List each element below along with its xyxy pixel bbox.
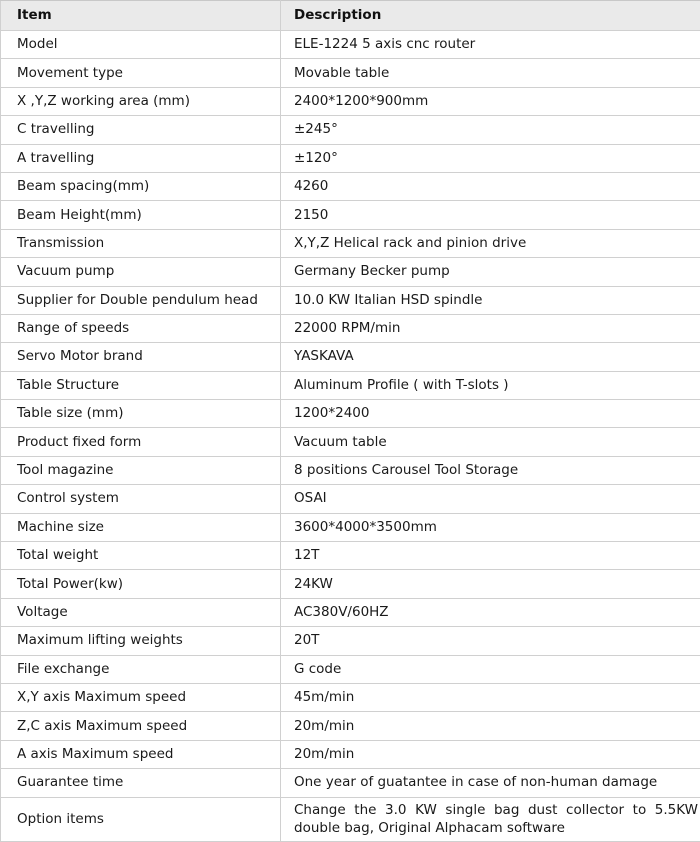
item-cell: Table size (mm) — [1, 400, 281, 428]
item-cell: Option items — [1, 797, 281, 841]
item-cell: Table Structure — [1, 371, 281, 399]
table-row — [1, 116, 700, 144]
description-cell: 2150 — [281, 201, 700, 229]
table-row — [1, 31, 700, 59]
item-cell: A axis Maximum speed — [1, 740, 281, 768]
item-cell: Beam spacing(mm) — [1, 172, 281, 200]
item-cell: Tool magazine — [1, 456, 281, 484]
item-cell: Total Power(kw) — [1, 570, 281, 598]
header-row — [1, 1, 700, 31]
table-row — [1, 144, 700, 172]
description-cell: 12T — [281, 542, 700, 570]
item-cell: Voltage — [1, 598, 281, 626]
item-cell: Z,C axis Maximum speed — [1, 712, 281, 740]
item-cell: Model — [1, 31, 281, 59]
table-row — [1, 258, 700, 286]
table-row — [1, 314, 700, 342]
description-cell: 3600*4000*3500mm — [281, 513, 700, 541]
table-row — [1, 229, 700, 257]
table-row — [1, 740, 700, 768]
spec-table-body — [1, 31, 700, 842]
table-row — [1, 343, 700, 371]
description-cell: 24KW — [281, 570, 700, 598]
table-row — [1, 655, 700, 683]
item-cell: Control system — [1, 485, 281, 513]
description-cell: Germany Becker pump — [281, 258, 700, 286]
table-row — [1, 769, 700, 797]
item-cell: Vacuum pump — [1, 258, 281, 286]
description-cell: Change the 3.0 KW single bag dust collector to 5.5KW double bag, Original Alphacam software — [281, 797, 700, 841]
table-row — [1, 286, 700, 314]
header-description: Description — [281, 1, 700, 31]
description-cell: ±245° — [281, 116, 700, 144]
description-cell: Movable table — [281, 59, 700, 87]
description-cell: Aluminum Profile ( with T-slots ) — [281, 371, 700, 399]
table-row — [1, 87, 700, 115]
item-cell: Product fixed form — [1, 428, 281, 456]
table-row — [1, 627, 700, 655]
description-cell: X,Y,Z Helical rack and pinion drive — [281, 229, 700, 257]
description-cell: One year of guatantee in case of non-human damage — [281, 769, 700, 797]
description-cell: 20m/min — [281, 712, 700, 740]
table-row — [1, 201, 700, 229]
item-cell: Guarantee time — [1, 769, 281, 797]
table-row — [1, 400, 700, 428]
item-cell: Movement type — [1, 59, 281, 87]
description-cell: Vacuum table — [281, 428, 700, 456]
description-cell: 2400*1200*900mm — [281, 87, 700, 115]
description-cell: 1200*2400 — [281, 400, 700, 428]
item-cell: File exchange — [1, 655, 281, 683]
description-cell: 4260 — [281, 172, 700, 200]
item-cell: A travelling — [1, 144, 281, 172]
description-cell: 10.0 KW Italian HSD spindle — [281, 286, 700, 314]
header-item: Item — [1, 1, 281, 31]
table-row — [1, 172, 700, 200]
table-row — [1, 797, 700, 841]
item-cell: X ,Y,Z working area (mm) — [1, 87, 281, 115]
item-cell: Total weight — [1, 542, 281, 570]
description-cell: OSAI — [281, 485, 700, 513]
description-cell: AC380V/60HZ — [281, 598, 700, 626]
description-cell: G code — [281, 655, 700, 683]
table-row — [1, 570, 700, 598]
item-cell: Supplier for Double pendulum head — [1, 286, 281, 314]
description-cell: 8 positions Carousel Tool Storage — [281, 456, 700, 484]
item-cell: C travelling — [1, 116, 281, 144]
table-row — [1, 371, 700, 399]
table-row — [1, 598, 700, 626]
description-cell: 22000 RPM/min — [281, 314, 700, 342]
table-row — [1, 542, 700, 570]
description-cell: 20m/min — [281, 740, 700, 768]
table-row — [1, 513, 700, 541]
description-cell: YASKAVA — [281, 343, 700, 371]
table-row — [1, 428, 700, 456]
item-cell: Transmission — [1, 229, 281, 257]
description-cell: 20T — [281, 627, 700, 655]
item-cell: Range of speeds — [1, 314, 281, 342]
description-cell: ±120° — [281, 144, 700, 172]
table-row — [1, 485, 700, 513]
table-row — [1, 683, 700, 711]
table-row — [1, 456, 700, 484]
description-cell: ELE-1224 5 axis cnc router — [281, 31, 700, 59]
item-cell: Servo Motor brand — [1, 343, 281, 371]
item-cell: Machine size — [1, 513, 281, 541]
item-cell: Beam Height(mm) — [1, 201, 281, 229]
item-cell: X,Y axis Maximum speed — [1, 683, 281, 711]
item-cell: Maximum lifting weights — [1, 627, 281, 655]
description-cell: 45m/min — [281, 683, 700, 711]
table-row — [1, 712, 700, 740]
table-row — [1, 59, 700, 87]
